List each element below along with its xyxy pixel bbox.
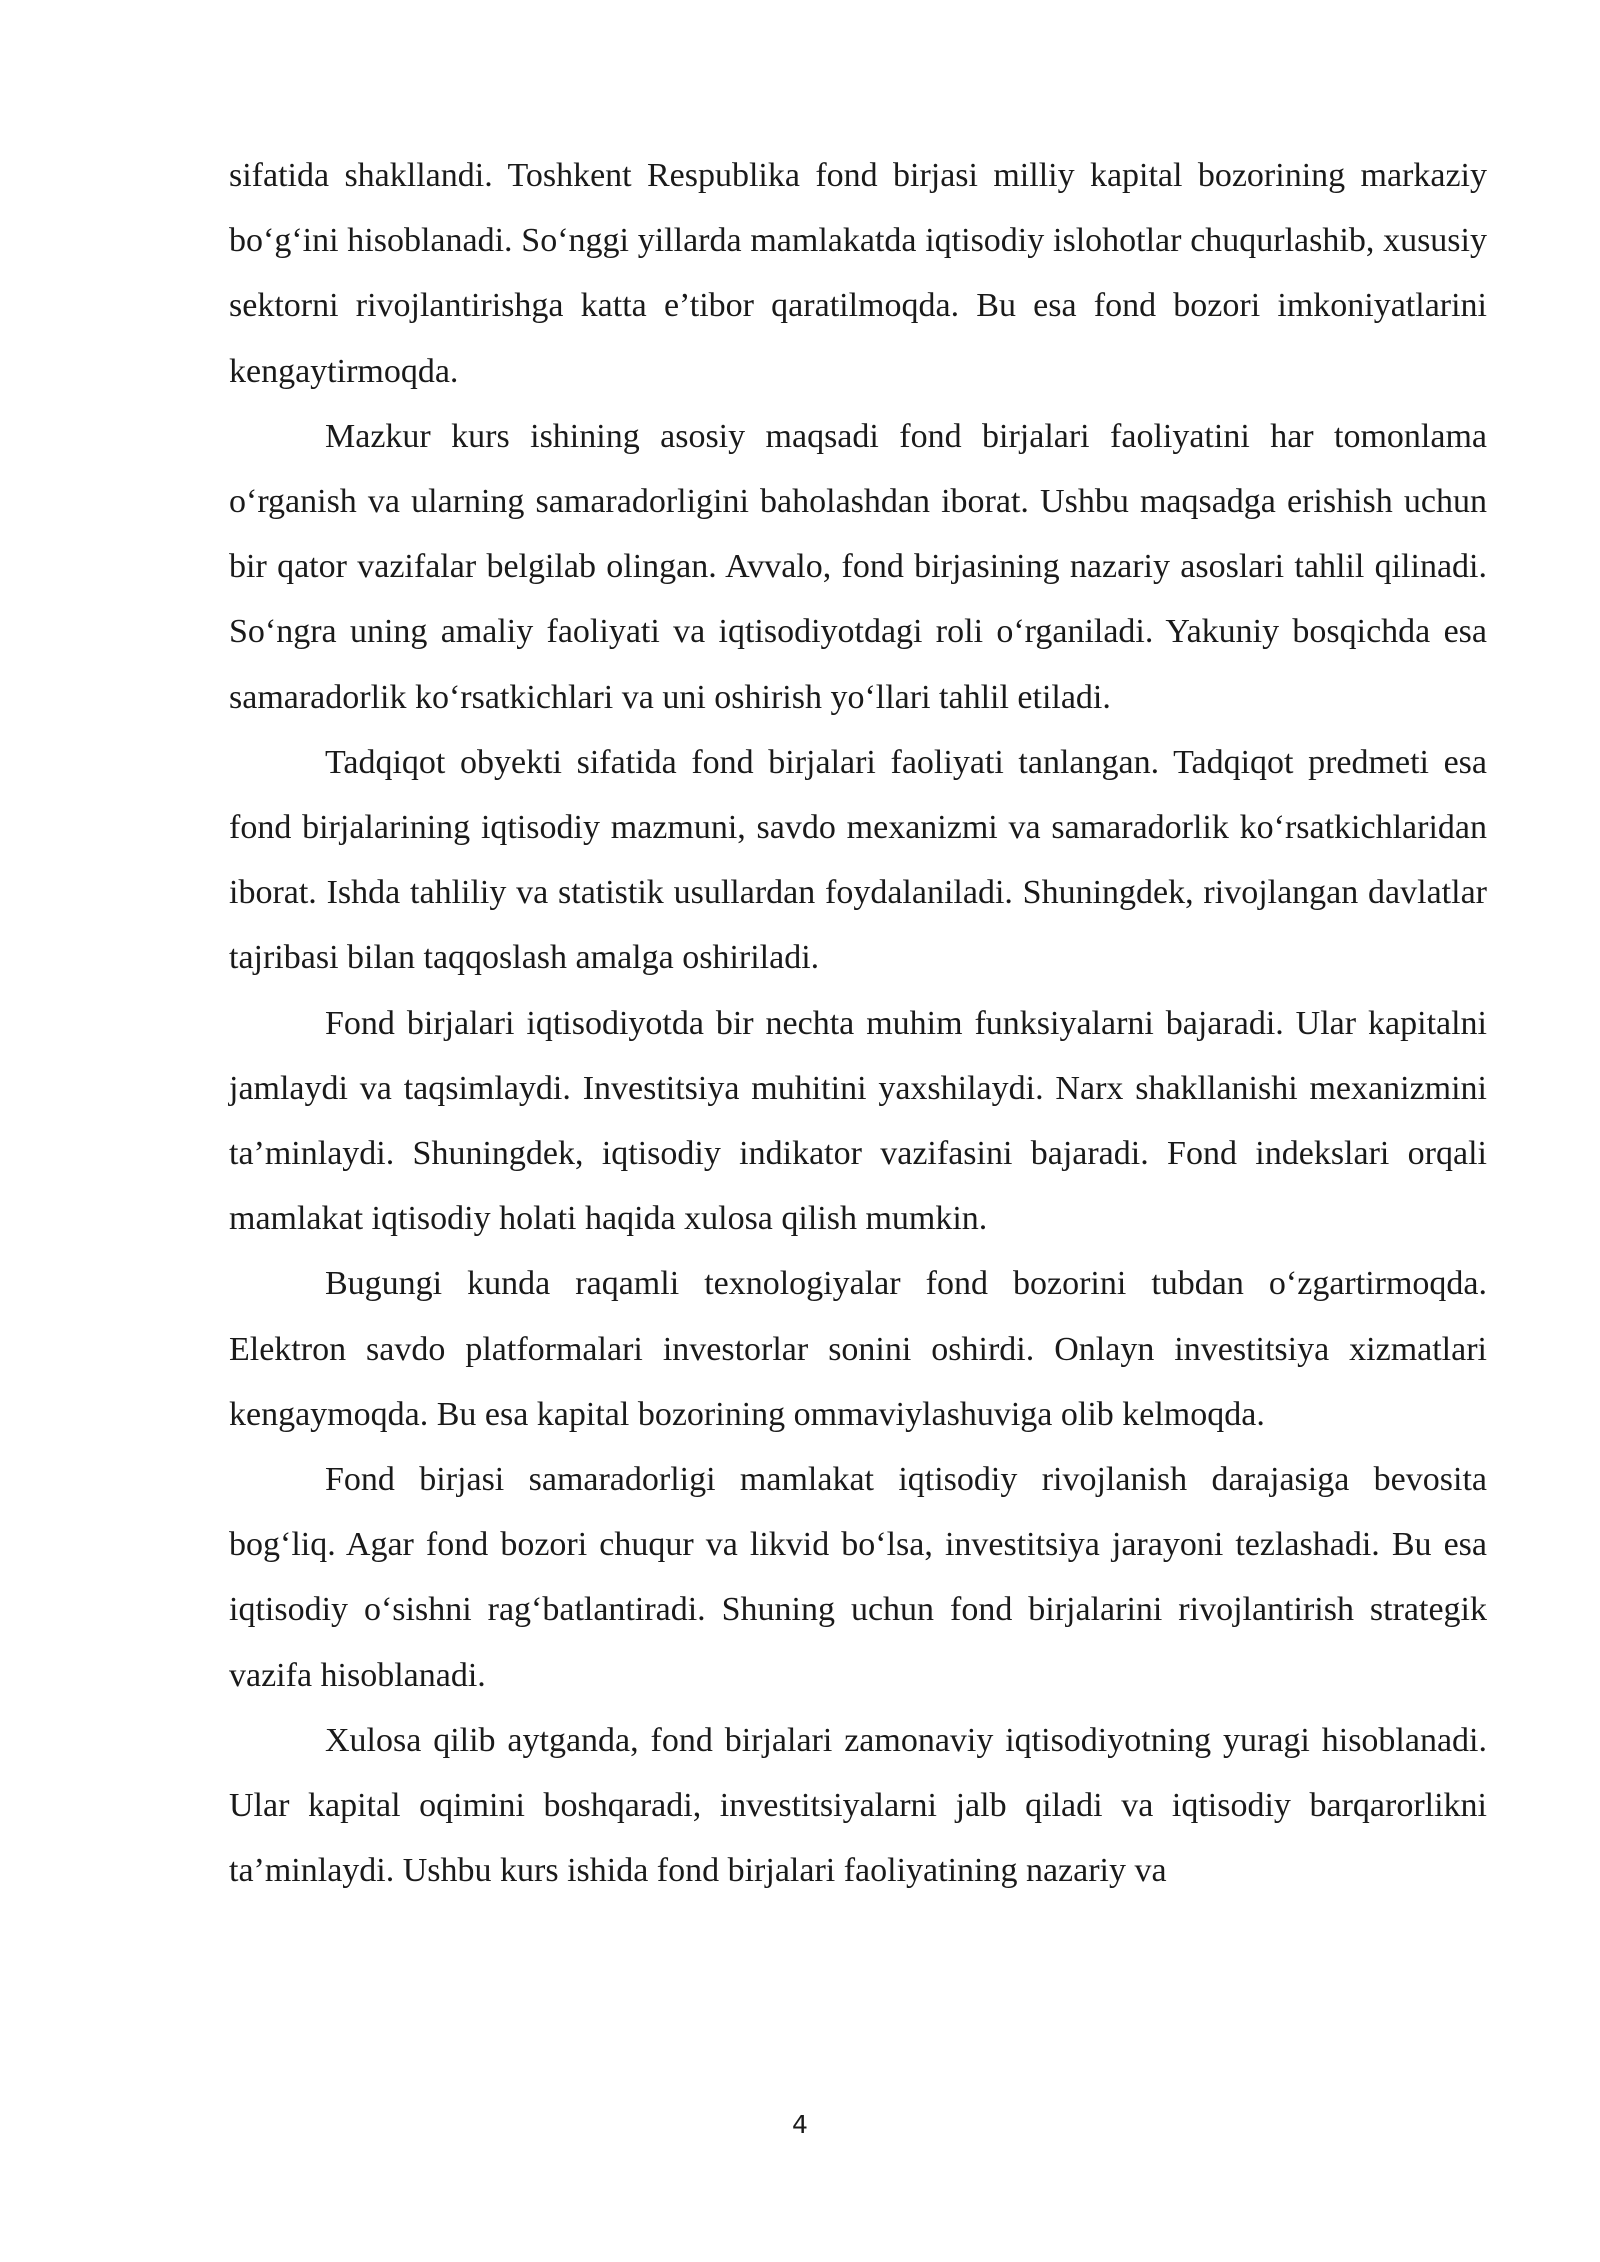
paragraph-continued: sifatida shakllandi. Toshkent Respublika fond birjasi milliy kapital bozorining markaziy bo‘g‘ini hisoblanadi. So‘nggi yillarda mamlakatda iqtisodiy islohotlar chuqurlashib, xususiy sektorni rivojlantirishga katta e’tibor qaratilmoqda. Bu esa fond bozori imkoniyatlarini kengaytirmoqda. — [229, 157, 1487, 390]
page-number: 4 — [792, 2110, 808, 2139]
paragraph: Fond birjasi samaradorligi mamlakat iqtisodiy rivojlanish darajasiga bevosita bog‘liq. Agar fond bozori chuqur va likvid bo‘lsa, investitsiya jarayoni tezlashadi. Bu esa iqtisodiy o‘sishni rag‘batlantiradi. Shuning uchun fond birjalarini rivojlantirish strategik vazifa hisoblanadi. — [229, 1461, 1487, 1694]
paragraph: Fond birjalari iqtisodiyotda bir nechta muhim funksiyalarni bajaradi. Ular kapitalni jamlaydi va taqsimlaydi. Investitsiya muhitini yaxshilaydi. Narx shakllanishi mexanizmini ta’minlaydi. Shuningdek, iqtisodiy indikator vazifasini bajaradi. Fond indekslari orqali mamlakat iqtisodiy holati haqida xulosa qilish mumkin. — [229, 1004, 1487, 1238]
document-body — [229, 143, 1487, 1903]
paragraph: Tadqiqot obyekti sifatida fond birjalari faoliyati tanlangan. Tadqiqot predmeti esa fond birjalarining iqtisodiy mazmuni, savdo mexanizmi va samaradorlik ko‘rsatkichlaridan iborat. Ishda tahliliy va statistik usullardan foydalaniladi. Shuningdek, rivojlangan davlatlar tajribasi bilan taqqoslash amalga oshiriladi. — [229, 743, 1487, 977]
paragraph: Mazkur kurs ishining asosiy maqsadi fond birjalari faoliyatini har tomonlama o‘rganish va ularning samaradorligini baholashdan iborat. Ushbu maqsadga erishish uchun bir qator vazifalar belgilab olingan. Avvalo, fond birjasining nazariy asoslari tahlil qilinadi. So‘ngra uning amaliy faoliyati va iqtisodiyotdagi roli o‘rganiladi. Yakuniy bosqichda esa samaradorlik ko‘rsatkichlari va uni oshirish yo‘llari tahlil etiladi. — [229, 417, 1487, 716]
paragraph: Xulosa qilib aytganda, fond birjalari zamonaviy iqtisodiyotning yuragi hisoblanadi. Ular kapital oqimini boshqaradi, investitsiyalarni jalb qiladi va iqtisodiy barqarorlikni ta’minlaydi. Ushbu kurs ishida fond birjalari faoliyatining nazariy va — [229, 1721, 1487, 1890]
paragraph: Bugungi kunda raqamli texnologiyalar fond bozorini tubdan o‘zgartirmoqda. Elektron savdo platformalari investorlar sonini oshirdi. Onlayn investitsiya xizmatlari kengaymoqda. Bu esa kapital bozorining ommaviylashuviga olib kelmoqda. — [229, 1265, 1487, 1433]
